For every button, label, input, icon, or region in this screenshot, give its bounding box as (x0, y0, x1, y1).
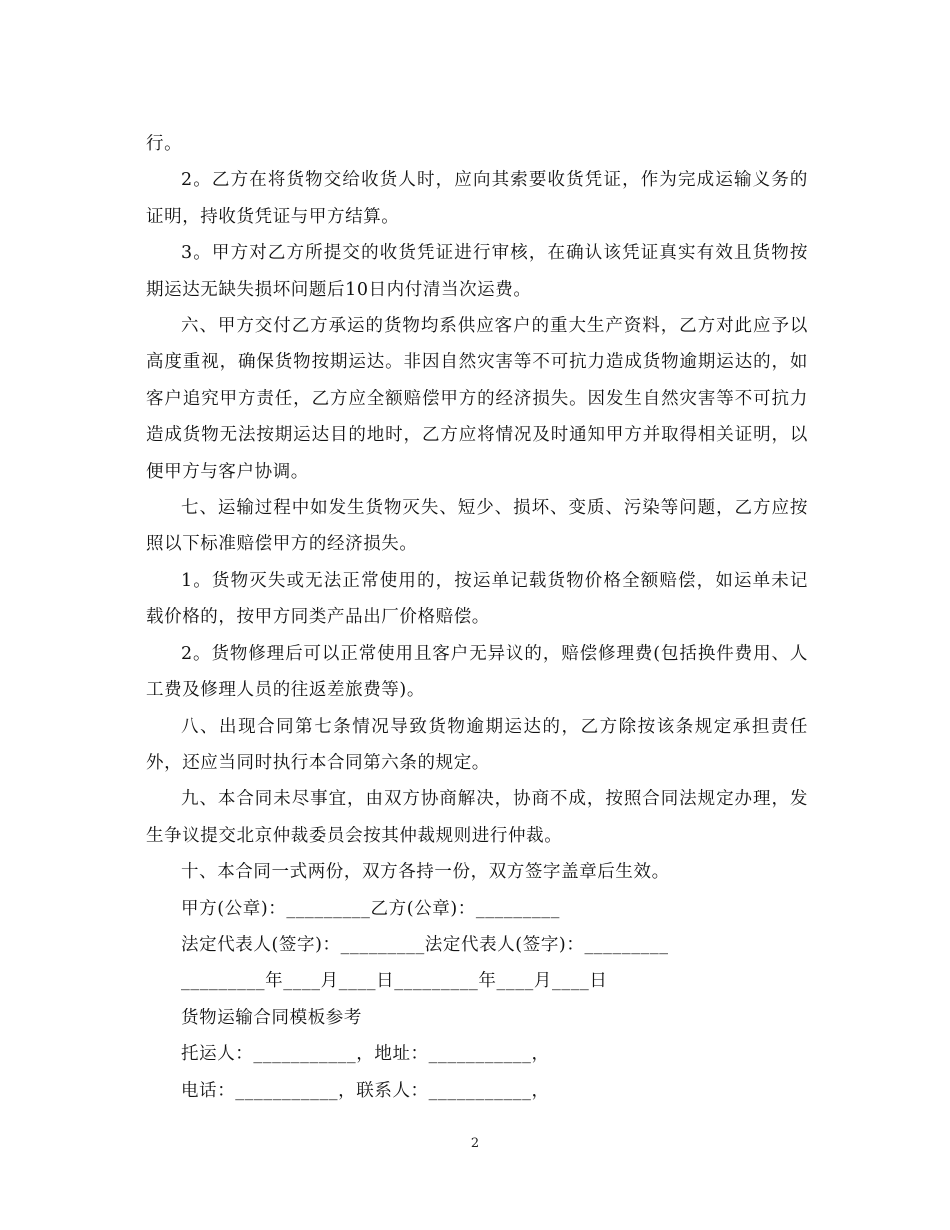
party-seal-line: 甲方(公章)：_________乙方(公章)：_________ (181, 898, 561, 919)
paragraph-continuation: 行。 (146, 134, 183, 154)
clause-7-2: 2。货物修理后可以正常使用且客户无异议的，赔偿修理费(包括换件费用、人工费及修理人员的往返差旅费等)。 (146, 643, 808, 701)
clause-10: 十、本合同一式两份，双方各持一份，双方签字盖章后生效。 (181, 862, 670, 883)
clause-7-1: 1。货物灭失或无法正常使用的，按运单记载货物价格全额赔偿，如运单未记载价格的，按甲方同类产品出厂价格赔偿。 (146, 570, 808, 628)
shipper-address-line: 托运人：___________，地址：___________， (181, 1044, 550, 1065)
representative-signature-line: 法定代表人(签字)：_________法定代表人(签字)：_________ (181, 934, 669, 955)
template-title: 货物运输合同模板参考 (181, 1007, 362, 1028)
signing-date-line: _________年____月____日_________年____月____日 (181, 971, 608, 992)
clause-5-3: 3。甲方对乙方所提交的收货凭证进行审核，在确认该凭证真实有效且货物按期运达无缺失损坏问题后10日内付清当次运费。 (146, 243, 808, 300)
clause-9: 九、本合同未尽事宜，由双方协商解决，协商不成，按照合同法规定办理，发生争议提交北京仲裁委员会按其仲裁规则进行仲裁。 (146, 789, 808, 846)
phone-contact-line: 电话：___________，联系人：___________， (181, 1080, 550, 1101)
clause-7: 七、运输过程中如发生货物灭失、短少、损坏、变质、污染等问题，乙方应按照以下标准赔偿甲方的经济损失。 (146, 498, 808, 555)
clause-6: 六、甲方交付乙方承运的货物均系供应客户的重大生产资料，乙方对此应予以高度重视，确保货物按期运达。非因自然灾害等不可抗力造成货物逾期运达的，如客户追究甲方责任，乙方应全额赔偿甲方的经济损失。因发生自然灾害等不可抗力造成货物无法按期运达目的地时，乙方应将情况及时通知甲方并取得相关证明，以便甲方与客户协调。 (146, 316, 808, 482)
page-number: 2 (470, 1136, 480, 1151)
clause-5-2: 2。乙方在将货物交给收货人时，应向其索要收货凭证，作为完成运输义务的证明，持收货凭证与甲方结算。 (146, 170, 808, 227)
clause-8: 八、出现合同第七条情况导致货物逾期运达的，乙方除按该条规定承担责任外，还应当同时执行本合同第六条的规定。 (146, 716, 808, 773)
contract-body (146, 126, 808, 1109)
